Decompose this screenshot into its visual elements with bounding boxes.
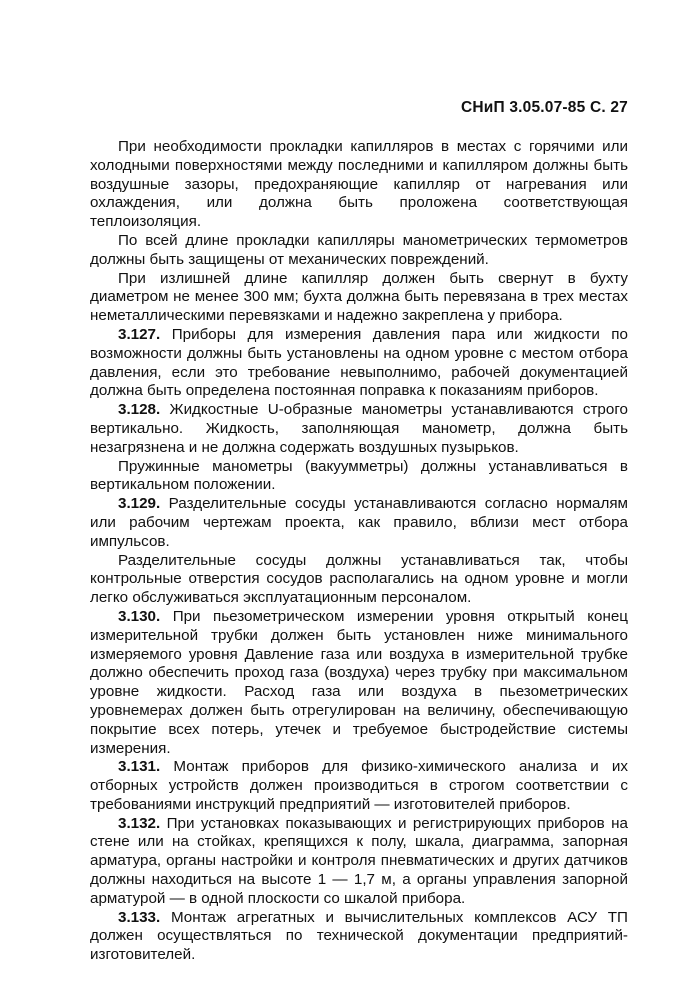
paragraph-text: При установках показывающих и регистрирующих приборов на стене или на стойках, крепящихся к полу, шкала, диаграмма, запорная арматура, органы настройки и контроля пневматических и других датчиков должны находиться на высоте 1 — 1,7 м, а органы управления запорной арматурой — в одной плоскости со шкалой прибора.	[90, 814, 628, 907]
paragraph	[90, 401, 628, 457]
paragraph-text: При излишней длине капилляр должен быть свернут в бухту диаметром не менее 300 мм; бухта должна быть перевязана в трех местах неметаллическими перевязками и надежно закреплена у прибора.	[90, 269, 628, 325]
paragraph	[90, 815, 628, 909]
paragraph-text: По всей длине прокладки капилляры манометрических термометров должны быть защищены от механических повреждений.	[90, 231, 628, 268]
paragraph	[90, 495, 628, 551]
paragraph	[90, 758, 628, 814]
paragraph-text: Приборы для измерения давления пара или жидкости по возможности должны быть установлены на одном уровне с местом отбора давления, если это требование невыполнимо, рабочей документацией должна быть определена постоянная поправка к показаниям приборов.	[90, 325, 628, 400]
paragraph	[90, 909, 628, 965]
paragraph-text: Разделительные сосуды должны устанавливаться так, чтобы контрольные отверстия сосудов располагались на одном уровне и могли легко обслуживаться эксплуатационным персоналом.	[90, 551, 628, 607]
paragraph	[90, 138, 628, 232]
clause-number: 3.131.	[118, 758, 161, 776]
paragraph	[90, 608, 628, 758]
paragraph	[90, 326, 628, 401]
paragraph-text: Пружинные манометры (вакуумметры) должны устанавливаться в вертикальном положении.	[90, 457, 628, 494]
paragraph-text: Монтаж агрегатных и вычислительных комплексов АСУ ТП должен осуществляться по технической документации предприятий-изготовителей.	[90, 908, 628, 964]
page-header: СНиП 3.05.07-85 С. 27	[460, 99, 628, 116]
paragraph-text: При пьезометрическом измерении уровня открытый конец измерительной трубки должен быть установлен ниже минимального измеряемого уровня Давление газа или воздуха в измерительной трубке должно обеспечить проход газа (воздуха) через трубку при максимальном уровне жидкости. Расход газа или воздуха в пьезометрических уровнемерах должен быть отрегулирован на величину, обеспечивающую покрытие всех потерь, утечек и требуемое быстродействие системы измерения.	[90, 607, 628, 757]
paragraph	[90, 270, 628, 326]
clause-number: 3.129.	[118, 495, 161, 513]
paragraph-text: При необходимости прокладки капилляров в местах с горячими или холодными поверхностями между последними и капилляром должны быть воздушные зазоры, предохраняющие капилляр от нагревания или охлаждения, или должна быть проложена соответствующая теплоизоляция.	[90, 138, 628, 231]
paragraph-text: Монтаж приборов для физико-химического анализа и их отборных устройств должен производиться в строгом соответствии с требованиями инструкций предприятий — изготовителей приборов.	[90, 758, 628, 813]
clause-number: 3.133.	[118, 908, 161, 926]
paragraph-text: Жидкостные U-образные манометры устанавливаются строго вертикально. Жидкость, заполняющая манометр, должна быть незагрязнена и не должна содержать воздушных пузырьков.	[90, 401, 628, 456]
clause-number: 3.127.	[118, 325, 161, 343]
clause-number: 3.130.	[118, 607, 161, 625]
paragraph-text: Разделительные сосуды устанавливаются согласно нормалям или рабочим чертежам проекта, как правило, вблизи мест отбора импульсов.	[90, 495, 628, 550]
clause-number: 3.132.	[118, 814, 161, 832]
clause-number: 3.128.	[118, 401, 161, 419]
document-body	[90, 138, 628, 965]
paragraph	[90, 232, 628, 270]
paragraph	[90, 552, 628, 608]
paragraph	[90, 458, 628, 496]
